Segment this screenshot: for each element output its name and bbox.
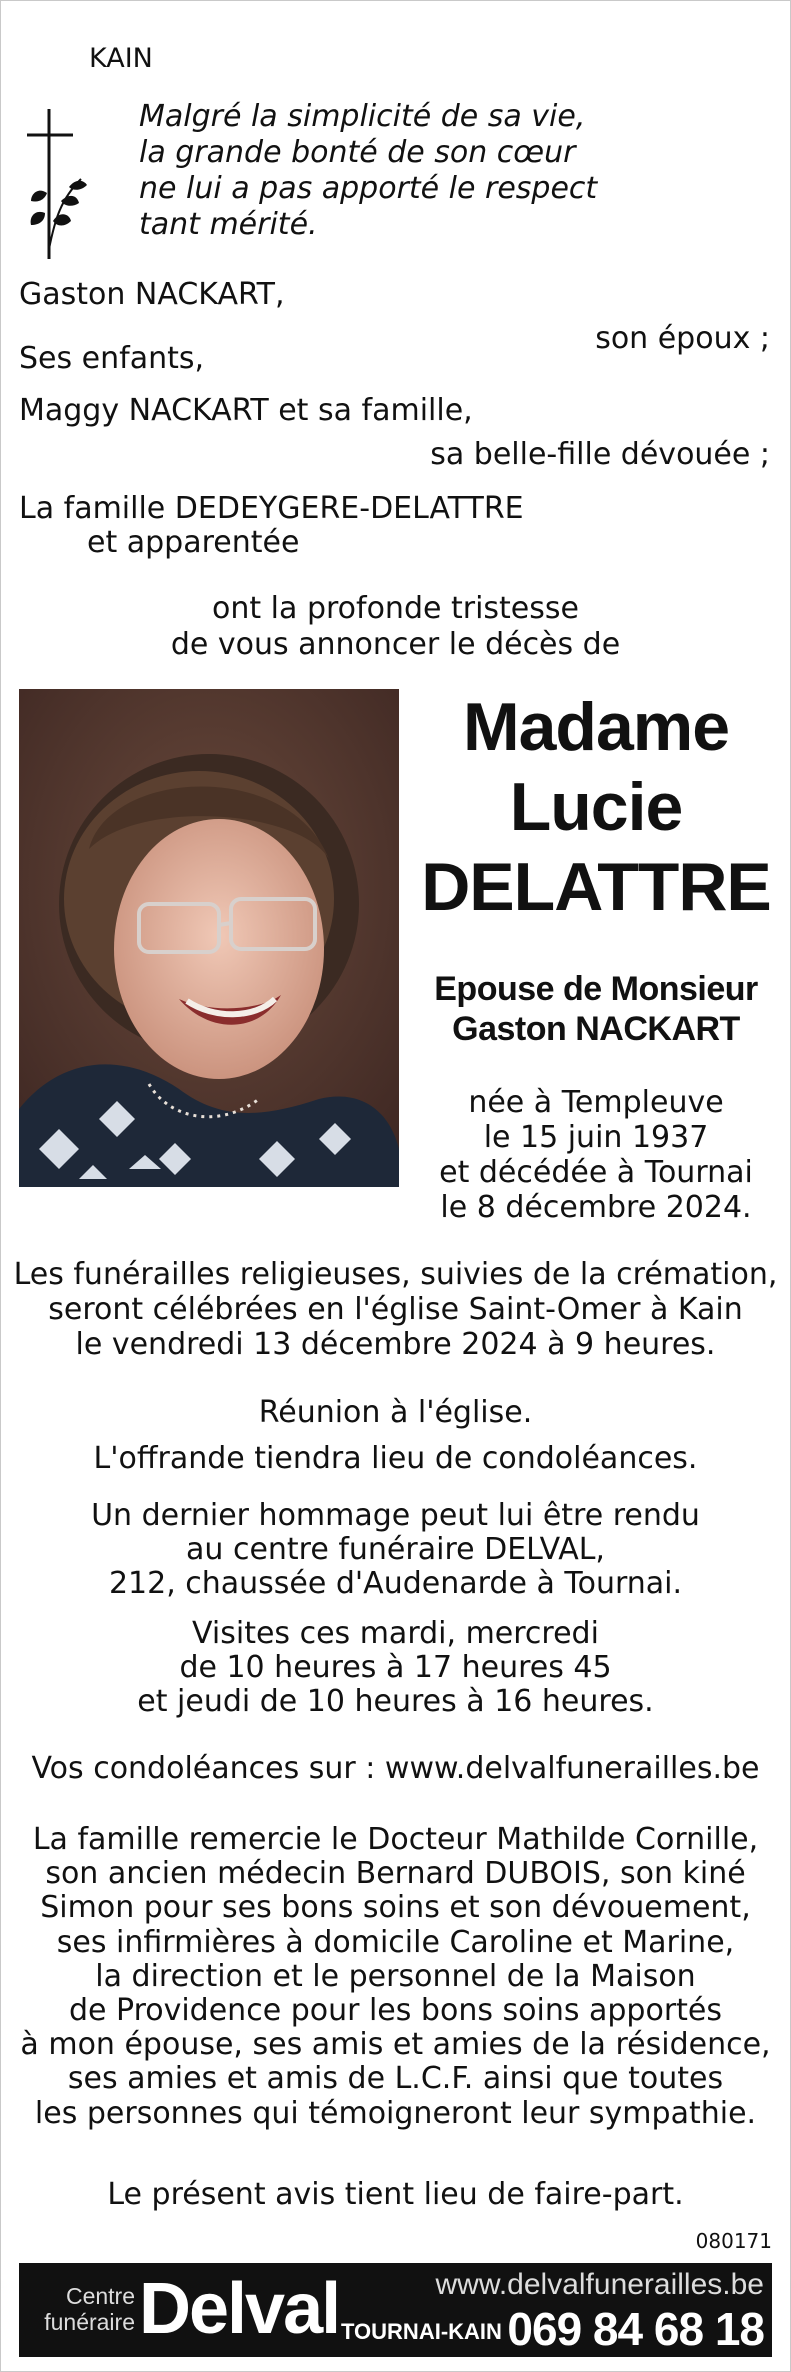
family-role: son époux ; — [595, 321, 770, 356]
thanks-line: ses infirmières à domicile Caroline et Marine, — [56, 1924, 735, 1960]
banner-funeraire: funéraire — [44, 2309, 135, 2335]
family-role: sa belle-fille dévouée ; — [430, 437, 770, 472]
offering: L'offrande tiendra lieu de condoléances. — [93, 1441, 698, 1476]
thanks-info — [1, 1823, 790, 2131]
tribute-line: 212, chaussée d'Audenarde à Tournai. — [108, 1566, 683, 1601]
epigraph-line: ne lui a pas apporté le respect — [139, 171, 598, 206]
reference-number: 080171 — [695, 2229, 772, 2253]
date-line: et décédée à Tournai — [439, 1155, 753, 1190]
announce-line: de vous annoncer le décès de — [170, 627, 621, 662]
cross-with-lilies-icon — [21, 109, 91, 259]
thanks-line: les personnes qui témoigneront leur sympathie. — [34, 2095, 757, 2131]
banner-url: www.delvalfunerailles.be — [435, 2268, 764, 2301]
date-line: née à Templeuve — [468, 1085, 724, 1120]
epigraph — [139, 99, 597, 243]
condolences-link: Vos condoléances sur : www.delvalfunerailles.be — [31, 1751, 760, 1786]
thanks-line: de Providence pour les bons soins apportés — [68, 1993, 723, 2029]
thanks-line: ses amies et amis de L.C.F. ainsi que toutes — [67, 2061, 724, 2097]
funeral-home-banner — [19, 2263, 772, 2357]
date-line: le 15 juin 1937 — [483, 1120, 709, 1155]
notice: Le présent avis tient lieu de faire-part. — [107, 2177, 684, 2212]
family-line: et apparentée — [87, 525, 300, 560]
announce-line: ont la profonde tristesse — [212, 591, 579, 626]
deceased-photo — [19, 689, 399, 1187]
visits-line: de 10 heures à 17 heures 45 — [179, 1650, 612, 1685]
life-dates — [411, 1085, 781, 1225]
place-heading: KAIN — [89, 43, 153, 74]
spouse-line: Gaston NACKART — [452, 1010, 740, 1048]
banner-city: TOURNAI-KAIN — [341, 2319, 502, 2344]
banner-phone: 069 84 68 18 — [507, 2303, 764, 2355]
epigraph-line: Malgré la simplicité de sa vie, — [139, 99, 586, 134]
date-line: le 8 décembre 2024. — [440, 1190, 752, 1225]
thanks-line: à mon épouse, ses amis et amies de la résidence, — [20, 2027, 771, 2063]
visits-line: Visites ces mardi, mercredi — [192, 1616, 599, 1651]
spouse-line: Epouse de Monsieur — [434, 970, 758, 1008]
funeral-info — [1, 1257, 790, 1362]
family-line: La famille DEDEYGERE-DELATTRE — [19, 491, 524, 526]
funeral-line: Les funérailles religieuses, suivies de la crémation, — [13, 1257, 778, 1292]
tribute-line: au centre funéraire DELVAL, — [186, 1532, 605, 1567]
banner-tagline — [25, 2283, 135, 2335]
spouse-info — [411, 969, 781, 1049]
thanks-line: son ancien médecin Bernard DUBOIS, son kiné — [45, 1856, 746, 1892]
banner-brand: Delval — [139, 2269, 340, 2349]
reunion: Réunion à l'église. — [258, 1395, 533, 1430]
family-line: Ses enfants, — [19, 341, 205, 376]
thanks-line: La famille remercie le Docteur Mathilde Cornille, — [32, 1822, 759, 1857]
family-line: Gaston NACKART, — [19, 277, 285, 312]
thanks-line: Simon pour ses bons soins et son dévouement, — [40, 1890, 751, 1926]
thanks-line: la direction et le personnel de la Maison — [95, 1958, 696, 1994]
name-first: Lucie — [509, 769, 683, 845]
epigraph-line: tant mérité. — [139, 207, 318, 242]
epigraph-line: la grande bonté de son cœur — [139, 135, 576, 170]
name-title: Madame — [462, 689, 730, 765]
visits-info — [1, 1617, 790, 1719]
banner-centre: Centre — [65, 2283, 135, 2309]
visits-line: et jeudi de 10 heures à 16 heures. — [137, 1684, 654, 1719]
family-line: Maggy NACKART et sa famille, — [19, 393, 473, 428]
funeral-line: seront célébrées en l'église Saint-Omer à Kain — [48, 1292, 743, 1327]
tribute-line: Un dernier hommage peut lui être rendu — [91, 1498, 700, 1533]
funeral-line: le vendredi 13 décembre 2024 à 9 heures. — [75, 1327, 716, 1362]
name-last: DELATTRE — [421, 849, 771, 925]
tribute-info — [1, 1499, 790, 1601]
deceased-name — [411, 687, 781, 927]
